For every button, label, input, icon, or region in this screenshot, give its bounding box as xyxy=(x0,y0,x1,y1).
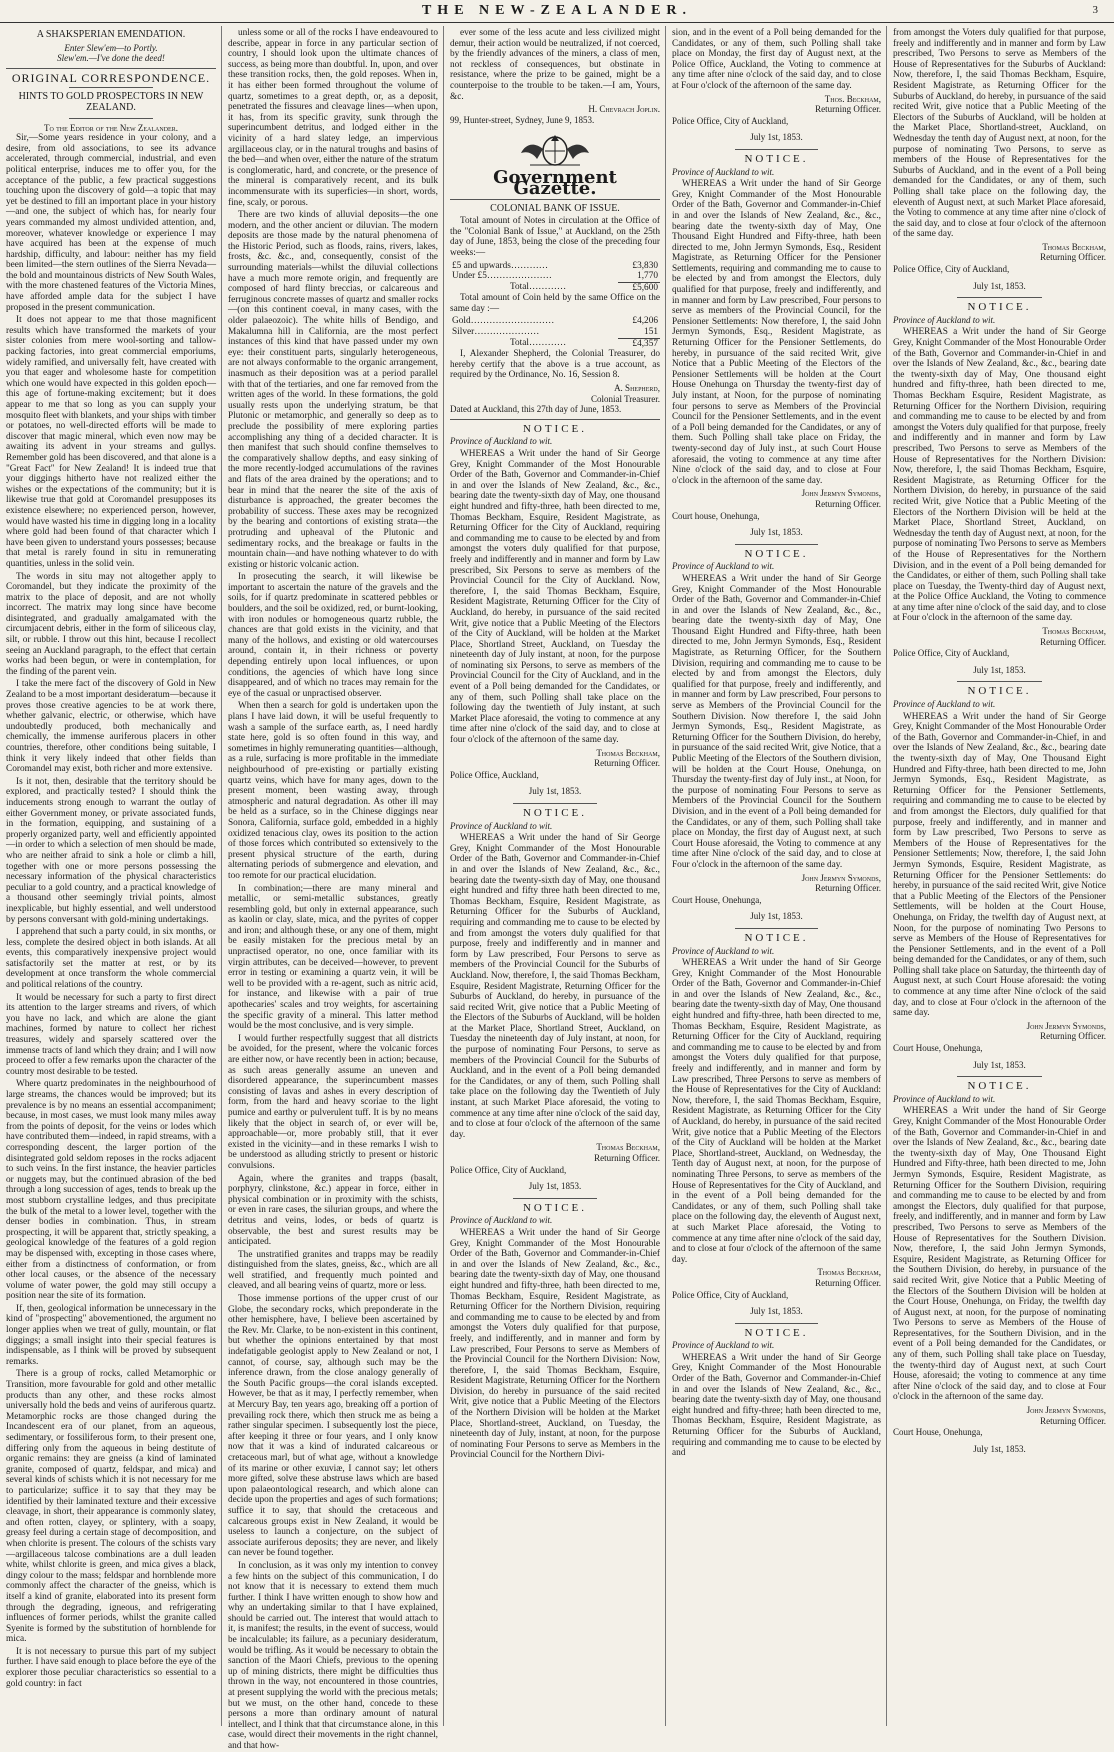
treasurer-certification: I, Alexander Shepherd, the Colonial Treasurer, do hereby certify that the above is a true account, as required by the Ordinance, No. 16, Session 8. xyxy=(450,349,660,381)
article-paragraph: ever some of the less acute and less civilized might demur, their action would be neutralized, if not coerced, by the friendly advances of the miners, a class of men, not reckless of consequences, but obstinate in resistance, where the prize to be gained, might be a counterpoise to the trouble to be taken.—I am, Yours, &c. xyxy=(450,28,660,102)
notice-body: WHEREAS a Writ under the hand of Sir George Grey, Knight Commander of the Most Honourable Order of the Bath, Governor and Commander-in-Chief in and over the Islands of New Zealand, &c., &c., bearing date the twenty-sixth day of May, one thousand eight hundred and fifty three hath been directed to me, Thomas Beckham, Esquire, Resident Magistrate, as Returning Officer for the Suburbs of Auckland, requiring and commanding me to cause to be elected by and from amongst the voters duly qualified for that purpose, freely and indifferently and in manner and form by Law prescribed, Four Persons to serve as members of the Provincial Council for the Suburbs of Auckland. Now, therefore, I, the said Thomas Beckham, Esquire, Resident Magistrate, Returning Officer for the Suburbs of Auckland, do hereby, in pursuance of the said recited Writ, give notice that a Public Meeting of the Electors of the Suburbs of Auckland, will be holden at the Market Place, Shortland Street, Auckland, on Tuesday the nineteenth day of July instant, at noon, for the purpose of nominating Four Persons, to serve as members of the Provincial Council for the Suburbs of Auckland, and in the event of a Poll being demanded for the Candidates, or any of them, such Polling shall take place on the following day the Twentieth of July instant, at such Market Place aforesaid, the voting to commence at any time after nine o'clock of the said day, and to close at four o'clock of the afternoon of the same day. xyxy=(450,833,660,1140)
newspaper-title: THE NEW-ZEALANDER. xyxy=(421,3,693,18)
notice-date: July 1st, 1853. xyxy=(973,1059,1026,1070)
notes-table xyxy=(450,261,660,294)
article-paragraph: The unstratified granites and trapps may be readily distinguished from the slates, gneiss, &c., which are all well stratified, and frequently much pointed and cleaved, and all bearing veins of quartz, more or less. xyxy=(228,1249,438,1292)
column-rule xyxy=(443,26,444,1726)
notice-title: NOTICE. xyxy=(744,931,809,944)
notice-province: Province of Auckland to wit. xyxy=(450,820,553,831)
article-paragraph: unless some or all of the rocks I have endeavoured to describe, appear in force in any particular section of country, I should look upon the ultimate chances of success, as being more than doubtful. In, upon, and over these transition rocks, then, the gold reposes. When in, it has either been formed throughout the volume of quartz, sometimes to a great depth, or, as a deposit, penetrated the fissures and cleavage lines—when upon, it has, from its specific gravity, sunk through the superincumbent detritus, and lodged either in the vicinity of a hard slatey ledge, an impervious argillaceous clay, or in the natural troughs and basins of the bed—and when over, either the nature of the stratum is conglomeratic, hard, and concrete, or the presence of the mineral is comparatively recent, and its bulk incommensurate with its superficies—in short, words, fine, scaly, or porous. xyxy=(228,28,438,208)
notice-signer: Thos. Beckham, xyxy=(824,93,881,104)
notice-body: WHEREAS a Writ under the hand of Sir George Grey, Knight Commander of the Most Honourable Order of the Bath, Governor and Commander-in-Chief in and over the Islands of New Zealand, &c., &c., bearing date the twenty-sixth day of May, One thousand eight hundred and fifty-three, hath been directed to me, Thomas Beckham Esquire, Resident Magistrate, as Returning Officer for the Northern Division, requiring and commanding me to cause to be elected by and from amongst the Voters duly qualified for that purpose, freely and indifferently and in manner and form by Law prescribed, Two Persons to serve as Members of the House of Representatives for the Northern Division: Now, therefore, I, the said Thomas Beckham, Esquire, Resident Magistrate, as Returning Officer for the Northern Division, do hereby, in pursuance of the said recited Writ, give Notice that a Public Meeting of the Electors of the Northern Division will be held at the Market Place, Shortland Street, Auckland, on Wednesday the tenth day of August next, at noon, for the purpose of nominating Two Persons to serve as Members of the House of Representatives for the Northern Division, and in the event of a Poll being demanded for the Candidates, or either of them, such Polling shall take place on Tuesday, the Twenty-third day of August next, at the Police Office Auckland, the Voting to commence at any time after nine o'clock of the said day, and to close at Four o'clock in the afternoon of the same day. xyxy=(893,327,1107,624)
article-paragraph: Is it not, then, desirable that the territory should be explored, and practically tested? I should think the inducements strong enough to warrant the outlay of either Government money, or private associated funds, in the formation, equipping, and sustaining of a properly organized party, well and efficiently appointed—in order to which a selection of men should be made, who are neither afraid to sink a hole or climb a hill, together with one or more persons possessing the necessary information of the physical characteristics peculiar to a gold country, and a practical knowledge of a thousand other seemingly trivial points, almost inexplicable, but highly essential, and well understood by persons conversant with gold-mining undertakings. xyxy=(6,776,216,925)
column-3 xyxy=(450,28,660,1724)
column-rule xyxy=(221,26,222,1726)
notice-province: Province of Auckland to wit. xyxy=(893,314,996,325)
notice-body: WHEREAS a Writ under the hand of Sir George Grey, Knight Commander of the Most Honourable Order of the Bath, Governor and Commander-in-Chief in and over the Islands of New Zealand, &c., &c., bearing date the twenty-sixth day of May, One Thousand Eight Hundred and Fifty-three, hath been directed to me, John Jermyn Symonds, Esq., Resident Magistrate, as Returning Officer, for the Southern Division, requiring and commanding me to cause to be elected by and from amongst the Electors, duly qualified for that purpose, freely and indifferently, and in manner and form by Law prescribed, Four persons to serve as Members of the Provincial Council for the Southern Division. Now therefore I, the said John Jermyn Symonds, Esq., Resident Magistrate, as Returning Officer for the Southern Division, do hereby, in pursuance of the said recited Writ, give Notice, that a Public Meeting of the Electors of the Southern division, will be holden at the Court House, Onehunga, on Thursday the twenty-first day of July inst., at Noon, for the purpose of nominating Four Persons to serve as Members of the Provincial Council for the Southern Division, and in the event of a Poll being demanded for the Candidates, or any of them, such Polling shall take place on Monday, the first day of August next, at such Court House aforesaid, the Voting to commence at any time after Nine o'clock of the said day, and to close at Four o'clock in the afternoon of the same day. xyxy=(672,573,881,870)
divider xyxy=(69,118,153,119)
notice-body: WHEREAS a Writ under the hand of Sir George Grey, Knight Commander of the Most Honourable Order of the Bath, Governor and Commander-in-Chief in and over the Islands of New Zealand, &c., &c., bearing date the twenty-sixth day of May, One thousand eight hundred and fifty-three, hath been directed to me, Thomas Beckham, Esquire, Resident Magistrate, as Returning Officer for the City of Auckland, requiring and commanding me to cause to be elected by and from amongst the Voters duly qualified for that purpose, freely and indifferently, and in manner and form by Law prescribed, Three Persons to serve as members of the House of Representatives for the City of Auckland: Now, therefore, I, the said Thomas Beckham, Esquire, Resident Magistrate, as Returning Officer for the City of Auckland, do hereby, in pursuance of the said recited Writ, give notice that a Public Meeting of the Electors of the City of Auckland will be holden at the Market Place, Shortland-street, Auckland, on Wednesday, the Tenth day of August next, at noon, for the purpose of nominating Three Persons, to serve as members of the House of Representatives for the City of Auckland, and in the event of a Poll being demanded for the Candidates, or any of them, such Polling shall take place on the following day, the eleventh of August next, at such Market Place aforesaid, the Voting to commence at any time after nine o'clock of the said day, and to close at four o'clock of the afternoon of the same day. xyxy=(672,958,881,1265)
article-paragraph: It does not appear to me that those magnificent results which have transformed the markets of your sister colonies from mere wool-sorting and tallow-packing factories, into great commercial emporiums, widely ramified, and universally felt, have created with you that eager and wholesome haste for competition which one would have expected in this golden epoch—this age of fortune-making excitement; but it does appear to me that so long as you can supply your mosquito fleet with blankets, and your ships with timber or potatoes, no well-directed efforts will be made to discover that magic mineral, which even now may be awaiting its advent in your streams and gullys. Remember gold has been discovered, and that alone is a "Great Fact" for New Zealand! It is indeed true that your diggings hitherto have not realized either the wishes or the expectations of the community; but it is likewise true that gold at Coromandel presupposes its existence elsewhere; no experienced person, however, would have wasted his time in digging long in a locality where gold had been found of that character which I have been given to understand yours possesses; because that metal is rarely found in situ in remunerating quantities, unless in the solid vein. xyxy=(6,315,216,569)
divider xyxy=(735,928,819,929)
article-paragraph: It is not necessary to pursue this part of my subject further. I have said enough to place before the eye of the explorer those peculiar characteristics so essential to a gold country: in fact xyxy=(6,1646,216,1689)
notice-title: NOTICE. xyxy=(744,152,809,165)
notice-signer: Thomas Beckham, xyxy=(1042,626,1106,637)
notice-body: sion, and in the event of a Poll being demanded for the Candidates, or any of them, such Polling shall take place on Monday, the first day of August next, at the Police Office, Auckland, the Voting to commence at any time after nine o'clock of the said day, and to close at Four o'clock of the afternoon of the same day. xyxy=(672,28,881,91)
salutation: To the Editor of the New Zealander. xyxy=(44,122,178,133)
notice-signer: Thomas Beckham, xyxy=(1042,241,1106,252)
notice-body: WHEREAS a Writ under the hand of Sir George Grey, Knight Commander of the Most Honourable Order of the Bath, Governor and Commander-in-Chief, in and over the Islands of New Zealand, &c., &c., bearing date the twenty-sixth day of May, One Thousand Eight Hundred and Fifty-three, hath been directed to me, John Jermyn Symonds, Esq., Resident Magistrate, as Returning Officer for the Pensioner Settlements, requiring and commanding me to cause to be elected by and from amongst the Electors, duly qualified for that purpose, freely and indifferently, and in manner and form by Law prescribed, Two Persons to serve as Members of the House of Representatives for the Pensioner Settlements; Now, therefore, I, the said John Jermyn Symonds, Esquire, Resident Magistrate, as Returning Officer for the Pensioner Settlements: do hereby, in pursuance of the said recited Writ, give Notice that a Public Meeting of the Electors of the Pensioner Settlements, will be holden at the Court House, Onehunga, on Friday, the twelfth day of August next, at Noon, for the purpose of nominating Two Persons to serve as Members of the House of Representatives for the Pensioner Settlements, and in the event of a Poll being demanded for the Candidates, or any of them, such Polling shall take place on Saturday, the thirteenth day of August next, at such Court House aforesaid: the voting to commence at any time after Nine o'clock of the said day, and to close at Four o'clock in the afternoon of the same day. xyxy=(893,711,1106,1019)
notice-title: NOTICE. xyxy=(522,1201,588,1214)
notice-province: Province of Auckland to wit. xyxy=(893,1093,996,1104)
notice-province: Province of Auckland to wit. xyxy=(450,436,553,447)
row-label: Total………… xyxy=(510,338,567,349)
column-5 xyxy=(893,28,1106,1724)
article-paragraph: When then a search for gold is undertaken upon the plans I have laid down, it will be useful frequently to wash a sample of the surface earth, as, I need hardly state here, gold is so often found in this way, and sometimes in highly remunerating quantities—although, as a rule, surfacing is more profitable in the immediate neighbourhood of pre-existing or partially existing quartz veins, which have for many ages, down to the present moment, been wasting away, through atmospheric and natural degradation. As other ill may be held as a surface, so in the Chinese diggings near Sonora, California, surface gold, embedded in a highly oxidized tenacious clay, owes its position to the action of those forces which contributed so extensively to the present physical structure of the earth, during alternating periods of submergence and elevation, and too remote for our practical elucidation. xyxy=(228,701,438,881)
coin-table xyxy=(450,316,660,349)
divider xyxy=(957,1076,1042,1077)
masthead xyxy=(0,0,1114,23)
notice-body: WHEREAS a Writ under the hand of Sir George Grey, Knight Commander of the Most Honourable Order of the Bath, Governor and Commander-in-Chief in and over the Islands of New Zealand, &c., &c., bearing date the twenty-sixth day of May, one thousand eight hundred and fifty-three, hath been directed to me, Thomas Beckham, Esquire, Resident Magistrate, as Returning Officer for the Northern Division, requiring and commanding me to cause to be elected by and from amongst the Voters duly qualified for that purpose, freely, and indifferently, and in manner and form by Law prescribed, Four Persons to serve as Members of the Provincial Council for the Northern Division: Now, therefore, I, the said Thomas Beckham, Esquire, Resident Magistrate, Returning Officer for the Northern Division, do hereby in pursuance of the said recited Writ, give notice that a Public Meeting of the Electors of the Northern Division will be holden at the Market Place, Shortland-street, Auckland, on Tuesday, the nineteenth day of July, instant, at noon, for the purpose of nominating Four Persons to serve as Members in the Provincial Council for the Northern Divi- xyxy=(450,1227,660,1461)
row-label: Silver………………… xyxy=(452,327,540,338)
bank-intro: Total amount of Notes in circulation at the Office of the "Colonial Bank of Issue," at Auckland, on the 25th day of June, 1853, being the close of the preceding four weeks:— xyxy=(450,216,660,258)
article-paragraph: I would further respectfully suggest that all districts be avoided, for the present, where the volcanic forces are either now, or have recently been in action; because, as such areas generally assume an uneven and disordered appearance, the superincumbent masses consisting of lavas and ashes in every description of form, from the hard and heavy scoriae to the light pumice and earthy or pulverulent tuff. It is by no means likely that the object in search of, or ever will be, approachable—or, more probably still, that it ever existed in the vicinity—and in these remarks I wish to be understood as alluding strictly to present or historic convulsions. xyxy=(228,1033,438,1171)
notice-signer: John Jermyn Symonds, xyxy=(801,872,881,883)
column-rule xyxy=(886,26,887,1726)
notice-role: Returning Officer. xyxy=(1040,636,1106,647)
section-heading: ORIGINAL CORRESPONDENCE. xyxy=(11,70,211,85)
divider xyxy=(735,1323,819,1324)
notice-place: Police Office, City of Auckland, xyxy=(450,1164,567,1175)
article-paragraph: It would be necessary for such a party to first direct its attention to the larger streams and rivers, of which you have no lack, and which are alone the giant machines, formed by nature to collect her richest treasures, widely and sparsely scattered over the immense tracts of land which they drain; and I will now proceed to offer a few remarks upon the character of the country most desirable to be tested. xyxy=(6,992,216,1077)
article-paragraph: If, then, geological information be unnecessary in the kind of "prospecting" abovementioned, the argument no longer applies when we treat of gully, mountain, or flat diggings; a small insight into their special features is indispensable, as I think will be proved by subsequent remarks. xyxy=(6,1303,216,1367)
table-row xyxy=(450,327,660,338)
gazette-title: Government Gazette. xyxy=(493,167,617,199)
notice-province: Province of Auckland to wit. xyxy=(893,699,996,710)
notice-province: Province of Auckland to wit. xyxy=(672,945,775,956)
divider xyxy=(735,544,819,545)
table-row xyxy=(450,271,660,282)
notice-place: Police Office, Auckland, xyxy=(450,769,539,780)
article-paragraph: In prosecuting the search, it will likewise be important to ascertain the nature of the gravels and the soils, for if quartz predominate in scattered pebbles or boulders, and the soil be oxidized, red, or burnt-looking, with iron nodules or homogeneous quartz rubble, the chances are that gold exists in the vicinity, and that many of the hollows, and existing or old watercourses around, contain it, in their richness or poverty depending entirely upon local influences, or upon conditions, the agencies of which have long since disappeared, and of which no traces may remain for the eye of the casual or unpractised observer. xyxy=(228,572,438,699)
emendation-line: Enter Slew'em—to Portly. xyxy=(64,42,158,53)
notice-role: Returning Officer. xyxy=(815,104,881,115)
divider xyxy=(450,419,660,420)
notice-date: July 1st, 1853. xyxy=(973,1443,1026,1454)
article-paragraph: I take the mere fact of the discovery of Gold in New Zealand to be a most important desideratum—because it proves those creative agencies to be at work there, whether galvanic, electric, or otherwise, which have undoubtedly produced, both mechanically and chemically, the immense auriferous placers in other countries, therefore, other conditions being suitable, I think it very likely indeed that other fields than Coromandel may exist, both richer and more extensive. xyxy=(6,679,216,775)
bank-heading: COLONIAL BANK OF ISSUE. xyxy=(490,202,620,214)
notice-date: July 1st, 1853. xyxy=(973,664,1026,675)
notice-body: WHEREAS a Writ under the hand of Sir George Grey, Knight Commander of the Most Honourable Order of the Bath, Governor and Commander-in-Chief in and over the Islands of New Zealand, &c., &c., bearing date the twenty-sixth day of May, One Thousand Eight Hundred and Fifty-three, hath been directed to me, John Jermyn Symonds, Esquire, Resident Magistrate, as Returning Officer for the Southern Division, requiring and commanding me to cause to be elected by and from amongst the Electors, duly qualified for that purpose, freely, and indifferently, and in manner and form by Law prescribed, Two Persons to serve as Members of the House of Representatives for the Southern Division. Now, therefore, I, the said John Jermyn Symonds, Esquire, Resident Magistrate, as Returning Officer for the Southern Division, do hereby, in pursuance of the said recited Writ, give Notice that a Public Meeting of the Electors of the Southern Division will be holden at the Court House, Onehunga, on Friday, the twelfth day of August next, at noon, for the purpose of nominating Two Persons to serve as Members of the House of Representatives, for the Southern Division, and in the event of a Poll being demanded for the Candidates, or any of them, such Polling shall take place on Tuesday, the twenty-third day of August next, at such Court House, aforesaid; the voting to commence at any time after Nine o'clock of the said day, and to close at Four o'clock in the afternoon of the same day. xyxy=(893,1106,1106,1403)
notice-date: July 1st, 1853. xyxy=(750,132,803,143)
letter-signature: H. Chevrach Joplin. xyxy=(588,104,660,115)
notice-place: Court house, Onehunga, xyxy=(672,510,760,521)
notice-signer: John Jermyn Symonds, xyxy=(1026,1020,1106,1031)
letter-address: 99, Hunter-street, Sydney, June 9, 1853. xyxy=(450,114,595,125)
notice-place: Police Office, City of Auckland, xyxy=(893,264,1010,275)
notice-title: NOTICE. xyxy=(967,685,1032,698)
divider xyxy=(735,149,819,150)
article-paragraph: The words in situ may not altogether apply to Coromandel, but they indicate the proximity of the matrix to the place of deposit, and are not wholly incorrect. The matrix may long since have become disintegrated, and gradually amalgamated with the circumjacent debris, either in the form of siliceous clay, silt, or rubble. I throw out this hint, because I recollect seeing an Auckland paragraph, to the effect that certain works had been begun, or were in contemplation, for the finding of the parent vein. xyxy=(6,571,216,677)
row-label: Total………… xyxy=(510,282,567,293)
notice-province: Province of Auckland to wit. xyxy=(672,1340,775,1351)
notice-province: Province of Auckland to wit. xyxy=(672,166,775,177)
notice-body: WHEREAS a Writ under the hand of Sir George Grey, Knight Commander of the Most Honourable Order of the Bath, Governor and Commander-in-Chief in and over the Islands of New Zealand, &c., &c., bearing date the twenty-sixth day of May, one thousand eight hundred and fifty-three; hath been directed to me, Thomas Beckham, Esquire, Resident Magistrate, as Returning Officer for the Suburbs of Auckland, requiring and commanding me to cause to be elected by and xyxy=(672,1352,881,1459)
column-rule xyxy=(665,26,666,1726)
article-paragraph: There is a group of rocks, called Metamorphic or Transition, more favourable for gold and other metallic products than any other, and these rocks almost universally hold the beds and veins of auriferous quartz. Metamorphic rocks are those changed during the Incandescent era of our planet, from an aqueous, sedimentary, or fossiliferous form, to their present one, differing only from the aqueous in being destitute of organic remains: they are gneiss (a kind of laminated granite, composed of quartz, feldspar, and mica) and several kinds of schists which it is not necessary for me to particularize; suffice it to say that they may be identified by their laminated texture and their excessive cleavage, in short, their appearance is commonly slatey, and often rotten, clayey, or splintery, with a soapy, greasy feel during a certain stage of decomposition, and when chlorite is present. The colours of the schists vary—argillaceous talcose combinations are a dull leaden white, whilst chlorite is green, and mica gives a black, dingy colour to the mass; feldspar and hornblende more commonly affect the character of the gneiss, which is itself a kind of granite, elaborated into its present form through the degrading, igneous, and refrigerating influences of former periods, whilst the granite called Syenite is formed by the substitution of hornblende for mica. xyxy=(6,1369,216,1645)
notice-signer: John Jermyn Symonds, xyxy=(801,488,881,499)
column-2 xyxy=(228,28,438,1751)
notice-place: Police Office, City of Auckland, xyxy=(672,1289,789,1300)
coin-intro: Total amount of Coin held by the same Office on the same day :— xyxy=(450,293,660,314)
row-label: Gold……………………… xyxy=(452,316,555,327)
emendation-heading: A SHAKSPERIAN EMENDATION. xyxy=(36,29,186,40)
notice-title: NOTICE. xyxy=(522,807,588,819)
notice-date: July 1st, 1853. xyxy=(750,911,803,922)
notice-role: Returning Officer. xyxy=(1040,1415,1106,1426)
divider xyxy=(957,681,1042,682)
column-1 xyxy=(6,28,216,1724)
table-row xyxy=(450,282,660,293)
royal-crest-icon xyxy=(510,129,600,169)
divider xyxy=(6,68,216,69)
dated-line: Dated at Auckland, this 27th day of June, 1853. xyxy=(450,404,622,415)
table-row xyxy=(450,261,660,272)
notice-role: Returning Officer. xyxy=(594,758,660,769)
divider xyxy=(69,87,153,88)
article-paragraph: In combination;—there are many mineral and metallic, or semi-metallic substances, greatly resembling gold, but only in external appearance, such as kaolin or clay, slate, mica, and the pyrites of copper and iron; and although these, or any one of them, might be easily mistaken for the precious metal by an unpractised operator, no one, once familiar with its virgin attributes, can be deceived—however, to prevent error in testing or examining a quartz vein, it will be well to be provided with a re-agent, such as nitric acid, for instance, and likewise with a pair of true apothecaries' scales and troy weights, for ascertaining the specific gravity of a mineral. This latter method would be the most conclusive, and is very simple. xyxy=(228,883,438,1032)
notice-signer: John Jermyn Symonds, xyxy=(1026,1405,1106,1416)
article-paragraph: In conclusion, as it was only my intention to convey a few hints on the subject of this communication, I do not know that it is necessary to extend them much further. I think I have written enough to show how and why an undertaking similar to that I have explained, should be carried out. The interest that would attach to it, is manifest; the results, in the event of success, would be incalculable; its failure, as a pecuniary desideratum, would be trifling. As it would be necessary to obtain the sanction of the Maori Chiefs, previous to the opening up of mining districts, there might be difficulties thus thrown in the way, not encountered in those countries, at present supplying the world with the precious metals; but we must, on the other hand, concede to these persons a more than ordinary amount of natural intellect, and I think that that circumstance alone, in this case, would direct their movements in the right channel, and that how- xyxy=(228,1560,438,1751)
notice-body: WHEREAS a Writ under the hand of Sir George Grey, Knight Commander of the Most Honourable Order of the Bath, Governor and Commander-in-Chief in and over the Islands of New Zealand, &c., &c., bearing date the twenty-sixth day of May, One Thousand Eight Hundred and Fifty-three, hath been directed to me, John Jermyn Symonds, Esq., Resident Magistrate, as Returning Officer for the Pensioner Settlements, requiring and commanding me to cause to be elected by and from amongst the Electors, duly qualified for that purpose, freely and indifferently, and in manner and form by Law prescribed, Four persons to serve as members of the Provincial Council, for the Pensioner Settlements: Now therefore, I, the said John Jermyn Symonds, Esq., Resident Magistrate, as Returning Officer for the Pensioner Settlements, do hereby, in pursuance of the said recited Writ, give Notice that a Public Meeting of the Electors of the Pensioner Settlements will be holden at the Court House Onehunga on Thursday the twenty-first day of July instant, at Noon, for the purpose of nominating four persons to serve as Members of the Provincial Council for the Pensioner Settlements, and in the event of a Poll being demanded for the Candidates, or any of them. Such Polling shall take place on Friday, the twenty-second day of July inst., at such Court House aforesaid, the voting to commence at any time after Nine o'clock of the said day, and to close at Four o'clock in the afternoon of the same day. xyxy=(672,179,881,486)
notice-title: NOTICE. xyxy=(967,301,1032,314)
treasurer-signature: A. Shepherd, xyxy=(614,383,660,394)
row-amount: 151 xyxy=(644,327,658,338)
table-row xyxy=(450,316,660,327)
notice-signer: Thomas Beckham, xyxy=(596,747,660,758)
article-paragraph: I apprehend that such a party could, in six months, or less, complete the desired object in both islands. At all events, this comparatively inexpensive project would satisfactorily set the matter at rest, or by its development at once transform the whole commercial and political relations of the country. xyxy=(6,927,216,991)
row-amount: £3,830 xyxy=(632,260,658,271)
table-row xyxy=(450,338,660,349)
notice-role: Returning Officer. xyxy=(815,498,881,509)
notice-title: NOTICE. xyxy=(744,1326,809,1339)
notice-province: Province of Auckland to wit. xyxy=(450,1215,553,1226)
notice-date: July 1st, 1853. xyxy=(528,786,582,797)
notice-place: Police Office, City of Auckland, xyxy=(672,115,789,126)
notice-role: Returning Officer. xyxy=(1040,1031,1106,1042)
notice-place: Court House, Onehunga, xyxy=(893,1043,983,1054)
notice-role: Returning Officer. xyxy=(594,1153,660,1163)
page-mark: 3 xyxy=(1092,4,1098,16)
article-paragraph: There are two kinds of alluvial deposits—the one modern, and the other ancient or diluvian. The modern deposits are those made by the natural phenomena of the Historic Period, such as floods, rains, rivers, lakes, frosts, &c. &c., and, consequently, consist of the surrounding materials—whilst the diluvial collections have a much more remote origin, and frequently are composed of hard flinty breccias, or calcareous and ferruginous concrete masses of quartz and smaller rocks—(on this continent coeval, in many cases, with the older palaeozoic). The white hills of Bendigo, and Makalumna hill in California, are the most perfect instances of this kind that have passed under my own eye: their constituent parts, singularly heterogeneous, are not always conformable to the organic arrangement, inasmuch as their deposition was at a period parallel with that of the tertiaries, and one far removed from the written ages of the world. In these formations, the gold usually rests upon the underlying stratum, be that Plutonic or metamorphic, and generally so deep as to preclude the possibility of mere exploring parties accomplishing any thing of a decided character. It is then manifest that such should confine themselves to the comparatively shallow depths, and easy sinking of the more recently-lodged accumulations of the ravines and flats of the area drained by the operations; and to bear in mind that the nearer the site of the axis of disturbance is approached, the greater becomes the probability of success. These axes may be recognized by the bearing and contortions of existing strata—the protruding and upheaval of the Plutonic and sedimentary rocks, and the breakage or faults in the mountain chain—and have nothing whatever to do with existing or historic volcanic action. xyxy=(228,210,438,570)
notice-province: Province of Auckland to wit. xyxy=(672,561,775,572)
article-paragraph: Those immense portions of the upper crust of our Globe, the secondary rocks, which preponderate in the other hemisphere, have, I believe been ascertained by the Rev. Mr. Clarke, to be non-existent in this continent, but whether the opinions entertained by that most indefatigable geologist apply to New Zealand or not, I cannot, of course, say, although such may be the inference drawn, from the close analogy generally of the South Pacific groups—the coral islands excepted. However, be that as it may, I perfectly remember, when at Mercury Bay, ten years ago, breaking off a portion of prevailing rock there, which then struck me as being a rather singular specimen. I subsequently lost the piece, after keeping it three or four years, and I only know now that it was a kind of indurated calcareous or cretaceous marl, but of what age, without a knowledge of its marine or other exuviæ, I cannot say; let others more gifted, solve these abstruse laws which are based upon palaeontological research, and which alone can decide upon the properties and ages of such formations; suffice it to say, that should the cretaceous and calcareous groups exist in New Zealand, it would be useless to launch a conjecture, on the subject of associate auriferous deposits; they are never, and likely can never be found together. xyxy=(228,1294,438,1559)
article-paragraph: Sir,—Some years residence in your colony, and a desire, from old associations, to see its advance accelerated, through commercial, industrial, and even political enterprise, induces me to offer you, for the acceptance of the public, a few practical suggestions touching upon the discovery of gold—a topic that may yet be destined to fill an important place in your history—and one, the subject of which has, for nearly four years commanded my almost undivided attention, and, moreover, whatever knowledge or experience I may have acquired has been at the expense of much hardship, difficulty, and labour: neither has my field been limited—the stern outlines of the Sierra Nevada—the bold and mountainous districts of New South Wales, with the more chastened features of the Victoria Mines, have afforded ample data for the subject I have proposed in the present communication. xyxy=(6,133,216,313)
divider xyxy=(513,803,597,804)
notice-date: July 1st, 1853. xyxy=(973,280,1026,291)
divider xyxy=(957,297,1042,298)
notice-body: WHEREAS a Writ under the hand of Sir George Grey, Knight Commander of the Most Honourable Order of the Bath, Governor and Commander-in-Chief in and over the Islands of New Zealand, &c., &c., bearing date the twenty-sixth day of May, one thousand eight hundred and fifty-three, hath been directed to me, Thomas Beckham, Esquire, Resident Magistrate, as Returning Officer for the City of Auckland, requiring and commanding me to cause to be elected by and from amongst the voters duly qualified for that purpose, freely and indifferently and in manner and form by Law prescribed, Six Persons to serve as members of the Provincial Council for the City of Auckland. Now, therefore, I, the said Thomas Beckham, Esquire, Resident Magistrate, Returning Officer for the City of Auckland, do hereby, in pursuance of the said recited Writ, give notice that a Public Meeting of the Electors of the City of Auckland, will be holden at the Market Place, Shortland Street, Auckland, on Tuesday the nineteenth day of July instant, at noon, for the purpose of nominating six Persons, to serve as members of the Provincial Council for the City of Auckland, and in the event of a Poll being demanded for the Candidates, or any of them, such Polling shall take place on the following day the twentieth of July instant, at such Market Place aforesaid, the voting to commence at any time after nine o'clock of the said day, and to close at four o'clock of the afternoon of the same day. xyxy=(450,449,660,746)
notice-title: NOTICE. xyxy=(744,547,809,560)
article-title: HINTS TO GOLD PROSPECTORS IN NEW ZEALAND. xyxy=(18,91,204,113)
notice-role: Returning Officer. xyxy=(815,883,881,894)
column-4 xyxy=(672,28,881,1724)
treasurer-role: Colonial Treasurer. xyxy=(591,393,660,404)
notice-place: Court House, Onehunga, xyxy=(672,894,762,905)
notice-place: Police Office, City of Auckland, xyxy=(893,648,1010,659)
notice-role: Returning Officer. xyxy=(815,1277,881,1288)
notice-signer: Thomas Beckham, xyxy=(596,1142,660,1153)
emendation-line: Slew'em.—I've done the deed! xyxy=(57,53,165,64)
divider xyxy=(513,1198,597,1199)
notice-signer: Thomas Beckham, xyxy=(817,1267,881,1278)
notice-title: NOTICE. xyxy=(967,1080,1032,1093)
notice-role: Returning Officer. xyxy=(1040,252,1106,263)
row-amount: £4,206 xyxy=(632,316,658,327)
notice-date: July 1st, 1853. xyxy=(750,527,803,538)
notice-date: July 1st, 1853. xyxy=(750,1306,803,1317)
row-amount: £5,600 xyxy=(618,282,660,293)
article-paragraph: Where quartz predominates in the neighbourhood of large streams, the chances would be improved; but its prevalence is by no means an essential accompaniment; because, in most cases, we must look many miles away from the points of deposit, for the veins or lodes which have contributed them—indeed, in rapid streams, with a corresponding descent, the larger portion of the disintegrated gold seldom reposes in the rocks adjacent to such veins. In the first instance, the heavier particles or nuggets may, but the continued abrasion of the bed through a long succession of ages, tends to break up the most stubborn crystalline ledges, and thus precipitate the bulk of the metal to a lower level, together with the denser bodies in combination. Thus, in stream prospecting, it will be apparent that, strictly speaking, a geological knowledge of the features of a gold region may be dispensed with, excepting in those cases where, either from a distinctness of conformation, or from other local causes, or the absence of the necessary volume of water power, the gold may still occupy a position near the site of its formation. xyxy=(6,1079,216,1302)
article-paragraph: Again, where the granites and trapps (basalt, porphyry, clinkstone, &c.) appear in force, either in physical combination or in proximity with the schists, or even in rare cases, the silurian groups, and where the detritus and veins, lodes, or beds of quartz is observable, the best and surest results may be anticipated. xyxy=(228,1173,438,1248)
notice-title: NOTICE. xyxy=(522,422,588,435)
row-label: £5 and upwards………… xyxy=(452,260,549,271)
row-label: Under £5………………… xyxy=(452,271,552,282)
notice-place: Court House, Onehunga, xyxy=(893,1427,983,1438)
row-amount: 1,770 xyxy=(637,271,658,282)
row-amount: £4,357 xyxy=(618,338,660,349)
notice-date: July 1st, 1853. xyxy=(528,1181,582,1192)
notice-body: from amongst the Voters duly qualified for that purpose, freely and indifferently and in manner and form by Law prescribed, Two Persons to serve as Members of the House of Representatives for the Suburbs of Auckland: Now, therefore, I, the said Thomas Beckham, Esquire, Resident Magistrate, as Returning Officer for the Suburbs of Auckland, do hereby, in pursuance of the said recited Writ, give notice that a Public Meeting of the Electors of the Suburbs of Auckland, will be holden at the Market Place, Shortland-street, Auckland, on Wednesday the tenth day of August next, at noon, for the purpose of nominating Two Persons, to serve as members of the House of Representatives for the Suburbs of Auckland, and in the event of a Poll being demanded for the Candidates, or any of them, such Polling shall take place on the following day, the eleventh of August next, at such Market Place aforesaid, the Voting to commence at any time after nine o'clock of the said day, and to close at four o'clock of the afternoon of the same day. xyxy=(893,28,1106,240)
